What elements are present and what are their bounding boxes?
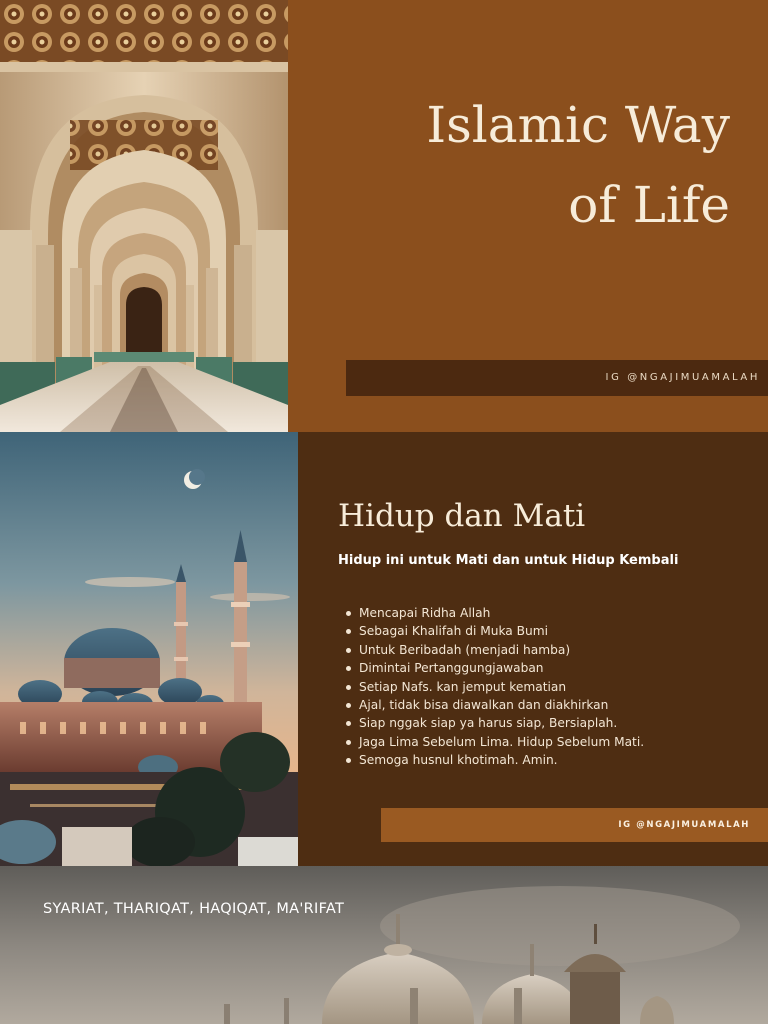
mosque-arcade-photo [0,0,288,432]
instagram-handle-bar [346,360,768,396]
list-item [340,678,644,696]
bullet-icon [346,648,351,653]
bullet-icon [346,629,351,634]
list-item [340,604,644,622]
bullet-list [340,604,644,770]
mosque-dusk-photo [0,432,298,866]
list-item-text: Jaga Lima Sebelum Lima. Hidup Sebelum Mati. [359,734,645,749]
list-item-text: Ajal, tidak bisa diawalkan dan diakhirkan [359,698,609,713]
domed-palace-photo [0,866,768,1024]
list-item [340,751,644,769]
bullet-icon [346,703,351,708]
list-item [340,641,644,659]
bullet-icon [346,740,351,745]
list-item-text: Mencapai Ridha Allah [359,606,491,620]
list-item-text: Dimintai Pertanggungjawaban [359,661,544,676]
bullet-icon [346,758,351,763]
list-item-text: Siap nggak siap ya harus siap, Bersiaplah. [359,716,618,731]
list-item [340,622,644,640]
slide-syariat [0,866,768,1024]
page-title-line-2: of Life [568,176,730,234]
slide-islamic-way-of-life [0,0,768,432]
section-subtitle: Hidup ini untuk Mati dan untuk Hidup Kembali [338,553,679,568]
list-item [340,696,644,714]
instagram-handle[interactable]: IG @NGAJIMUAMALAH [618,820,750,830]
list-item-text: Sebagai Khalifah di Muka Bumi [359,624,548,639]
bullet-icon [346,685,351,690]
list-item [340,714,644,732]
list-item [340,659,644,677]
list-item-text: Setiap Nafs. kan jemput kematian [359,679,567,694]
bullet-icon [346,666,351,671]
instagram-handle-bar [381,808,768,842]
list-item [340,733,644,751]
page-title-line-1: Islamic Way [426,96,730,154]
bullet-icon [346,611,351,616]
instagram-handle[interactable]: IG @NGAJIMUAMALAH [605,372,760,383]
list-item-text: Semoga husnul khotimah. Amin. [359,753,558,768]
list-item-text: Untuk Beribadah (menjadi hamba) [359,642,571,657]
bullet-icon [346,721,351,726]
slide-hidup-dan-mati [0,432,768,866]
section-title: Hidup dan Mati [338,498,586,534]
section-heading: SYARIAT, THARIQAT, HAQIQAT, MA'RIFAT [43,901,345,917]
